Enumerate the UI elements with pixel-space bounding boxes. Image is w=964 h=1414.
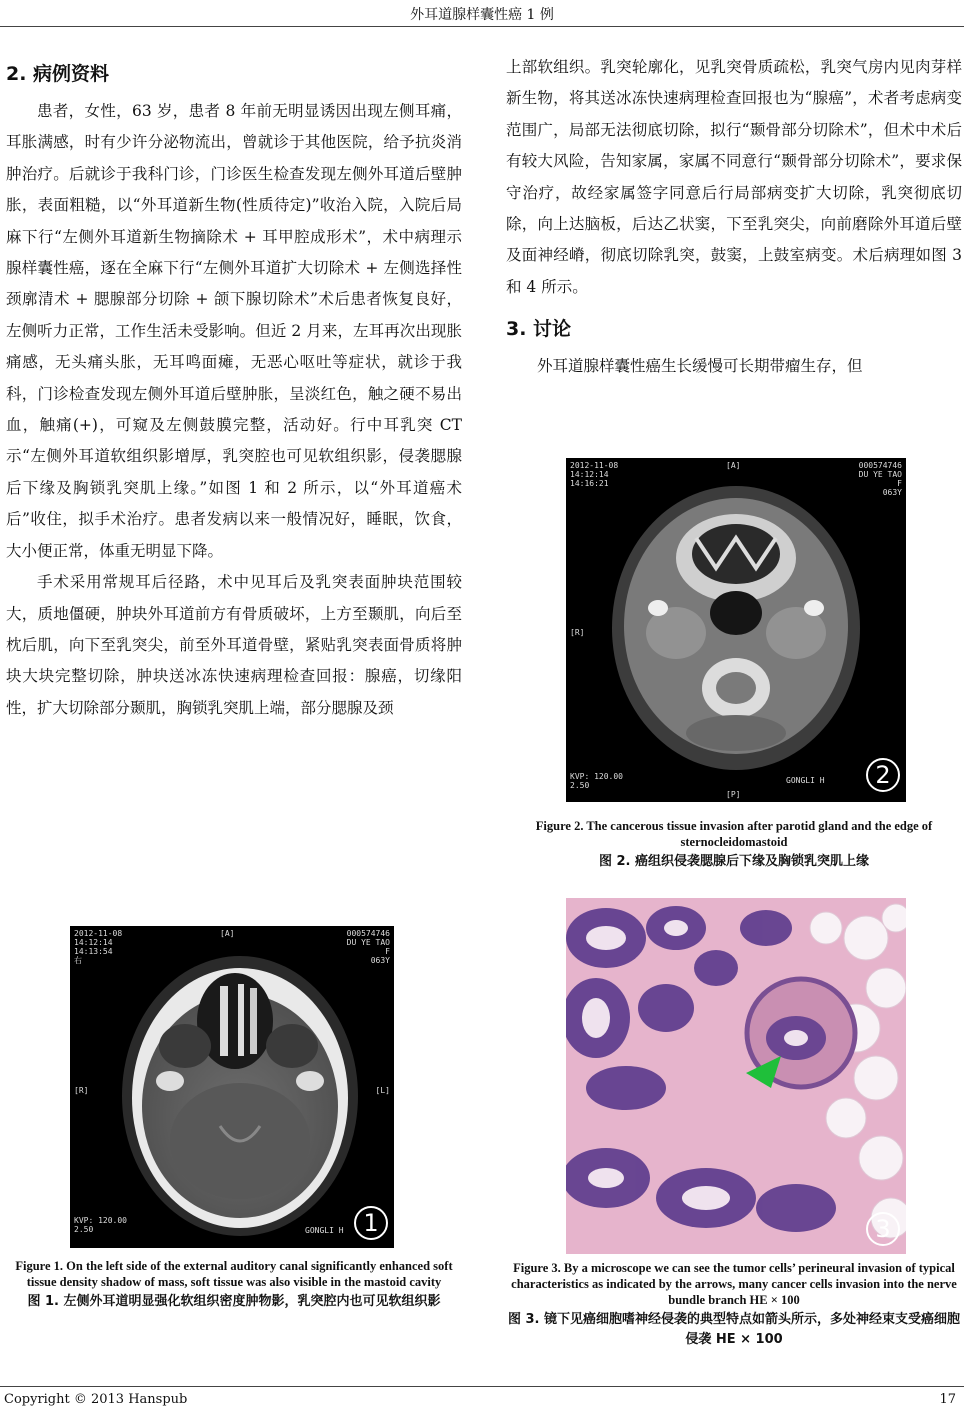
figure-2	[506, 458, 962, 872]
section-2-paragraph-3: 上部软组织。乳突轮廓化，见乳突骨质疏松，乳突气房内见肉芽样新生物，将其送冰冻快速病理检查回报也为“腺癌”，术者考虑病变范围广，局部无法彻底切除，拟行“颞骨部分切除术”，但术中术后有较大风险，告知家属，家属不同意行“颞骨部分切除术”，要求保守治疗，故经家属签字同意后行局部病变扩大切除，乳突彻底切除，向上达脑板，后达乙状窦，下至乳突尖，向前磨除外耳道后壁及面神经嵴，彻底切除乳突，鼓窦，上鼓室病变。术后病理如图 3 和 4 所示。	[506, 58, 962, 296]
ct1-hosp: GONGLI H	[305, 1226, 344, 1235]
ct2-kvp: KVP: 120.00	[570, 772, 623, 781]
ct1-overlay-bottom	[74, 1216, 127, 1234]
ct2-overlay-bottom	[570, 772, 623, 790]
footer-copyright: Copyright © 2013 Hanspub	[4, 1392, 188, 1407]
figure-1-number-badge: 1	[354, 1206, 388, 1240]
section-2-paragraph-1: 患者，女性，63 岁，患者 8 年前无明显诱因出现左侧耳痛，耳胀满感，时有少许分泌物流出，曾就诊于其他医院，给予抗炎消肿治疗。后就诊于我科门诊，门诊医生检查发现左侧外耳道后壁肿胀，表面粗糙，以“外耳道新生物(性质待定)”收治入院，入院后局麻下行“左侧外耳道新生物摘除术 + 耳甲腔成形术”，术中病理示腺样囊性癌，逐在全麻下行“左侧外耳道扩大切除术 + 左侧选择性颈廓清术 + 腮腺部分切除 + 颌下腺切除术”术后患者恢复良好，左侧听力正常，工作生活未受影响。但近 2 月来，左耳再次出现胀痛感，无头痛头胀，无耳鸣面瘫，无恶心呕吐等症状，就诊于我科，门诊检查发现左侧外耳道后壁肿胀，呈淡红色，触之硬不易出血，触痛(+)，可窥及左侧鼓膜完整，活动好。行中耳乳突 CT 示“左侧外耳道软组织影增厚，乳突腔也可见软组织影，侵袭腮腺后下缘及胸锁乳突肌上缘。”如图 1 和 2 所示，以“外耳道癌术后”收住，拟手术治疗。患者发病以来一般情况好，睡眠，饮食，大小便正常，体重无明显下降。	[6, 102, 462, 560]
header-rule	[0, 26, 964, 27]
ct-scan-neck-graphic	[566, 458, 906, 802]
ct1-pos: [A]	[220, 929, 235, 938]
running-head: 外耳道腺样囊性癌 1 例	[410, 7, 554, 23]
right-column	[506, 52, 962, 383]
figure-2-number-badge: 2	[866, 758, 900, 792]
ct1-kvp: KVP: 120.00	[74, 1216, 127, 1225]
figure-1-ct-image	[70, 926, 394, 1248]
ct2-time1: 14:12:14	[570, 470, 609, 479]
ct2-left-mark: [R]	[570, 628, 585, 637]
ct1-sex: F	[385, 947, 390, 956]
footer-page-number: 17	[939, 1392, 956, 1407]
ct1-mm: 2.50	[74, 1225, 94, 1234]
ct2-name: DU YE TAO	[858, 470, 902, 479]
ct1-date: 2012-11-08	[74, 929, 123, 938]
section-2-paragraph-2: 手术采用常规耳后径路，术中见耳后及乳突表面肿块范围较大，质地僵硬，肿块外耳道前方有骨质破坏，上方至颞肌，向后至枕后肌，向下至乳突尖，前至外耳道骨壁，紧贴乳突表面骨质将肿块大块完整切除，肿块送冰冻快速病理检查回报：腺癌，切缘阳性，扩大切除部分颞肌，胸锁乳突肌上端，部分腮腺及颈	[6, 573, 462, 717]
he-stain-graphic	[566, 898, 906, 1254]
ct1-time1: 14:12:14	[74, 938, 113, 947]
ct2-date: 2012-11-08	[570, 461, 619, 470]
ct2-time2: 14:16:21	[570, 479, 609, 488]
ct1-name: DU YE TAO	[346, 938, 390, 947]
figure-3-micrograph	[566, 898, 906, 1254]
figure-2-caption-zh: 图 2. 癌组织侵袭腮腺后下缘及胸锁乳突肌上缘	[598, 854, 870, 869]
ct-scan-graphic	[70, 926, 394, 1248]
ct2-age: 063Y	[882, 488, 902, 497]
ct2-pos: [A]	[726, 461, 741, 470]
section-3-title: 3. 讨论	[506, 318, 572, 341]
ct1-id: 000574746	[346, 929, 390, 938]
figure-1-caption-zh: 图 1. 左侧外耳道明显强化软组织密度肿物影，乳突腔内也可见软组织影	[27, 1294, 441, 1309]
ct1-overlay-left	[74, 929, 122, 965]
ct1-time2: 14:13:54	[74, 947, 113, 956]
ct1-age: 063Y	[370, 956, 390, 965]
ct2-overlay-left	[570, 461, 618, 488]
ct2-id: 000574746	[858, 461, 902, 470]
figure-3-caption-en: Figure 3. By a microscope we can see the tumor cells’ perineural invasion of typical characteristics as indicated by the arrows, many cancer cells invasion into the nerve bundle branch HE × 100	[511, 1261, 957, 1307]
ct1-right-mark: [L]	[375, 1086, 390, 1095]
section-3-paragraph-1: 外耳道腺样囊性癌生长缓慢可长期带瘤生存，但	[537, 357, 863, 376]
footer-rule	[0, 1386, 964, 1387]
ct2-sex: F	[897, 479, 902, 488]
figure-2-caption-en: Figure 2. The cancerous tissue invasion after parotid gland and the edge of sternocleidomastoid	[535, 819, 933, 849]
figure-3-caption-zh: 图 3. 镜下见癌细胞嗜神经侵袭的典型特点如箭头所示，多处神经束支受癌细胞侵袭 HE × 100	[507, 1312, 961, 1347]
section-2-title: 2. 病例资料	[6, 63, 110, 85]
figure-1	[6, 926, 462, 1312]
left-column	[6, 52, 462, 724]
figure-2-ct-image	[566, 458, 906, 802]
ct1-left-mark: [R]	[74, 1086, 89, 1095]
ct2-hosp: GONGLI H	[786, 776, 825, 785]
ct2-mm: 2.50	[570, 781, 590, 790]
ct1-side: 右	[74, 956, 82, 965]
figure-1-caption-en: Figure 1. On the left side of the external auditory canal significantly enhanced soft tissue density shadow of mass, soft tissue was also visible in the mastoid cavity	[15, 1259, 453, 1289]
figure-3	[506, 898, 962, 1350]
figure-3-number-badge: 3	[866, 1212, 900, 1246]
ct1-overlay-right	[347, 929, 390, 965]
ct2-bottom-mark: [P]	[726, 790, 741, 799]
ct2-overlay-right	[859, 461, 902, 497]
